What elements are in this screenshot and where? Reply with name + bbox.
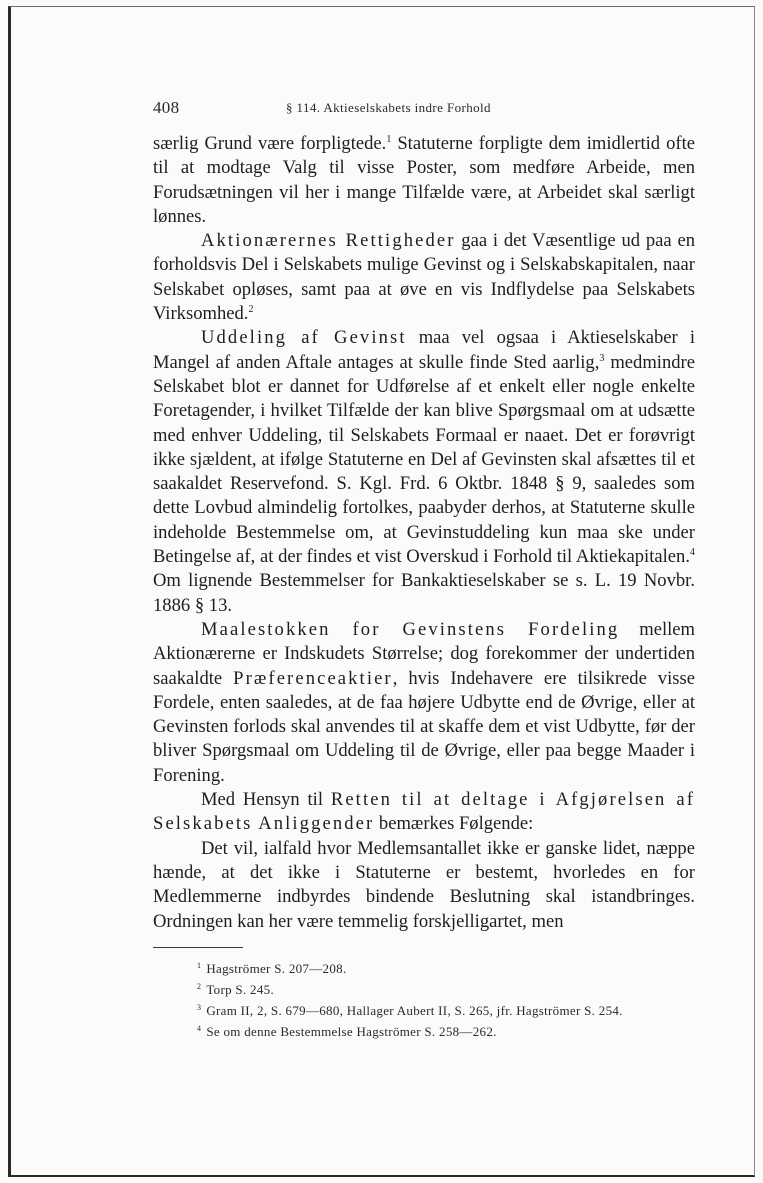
footnotes bbox=[153, 958, 695, 1042]
running-title: § 114. Aktieselskabets indre Forhold bbox=[286, 100, 491, 115]
paragraph bbox=[153, 132, 695, 229]
footnote-marker: 4 bbox=[197, 1024, 202, 1033]
paragraph bbox=[153, 618, 695, 788]
spaced-heading: Aktionærernes Rettigheder bbox=[201, 230, 456, 252]
footnote-ref: 4 bbox=[690, 547, 695, 559]
text-run: Med Hensyn til bbox=[201, 789, 331, 811]
footnote bbox=[153, 1000, 695, 1021]
text-run: medmindre Selskabet blot er dannet for Udførelse af et enkelt eller nogle enkelte Foretagender, i hvilket Tilfælde der kan blive Spørgsmaal om at udsætte med enhver Uddeling, til Selskabets Formaal er naaet. Det er forøvrigt ikke sjældent, at ifølge Statuterne en Del af Gevinsten skal afsættes til et saakaldet Reservefond. S. Kgl. Frd. 6 Oktbr. 1848 § 9, saaledes som dette Lovbud almindelig fortolkes, paabyder derhos, at Statuterne skulle indeholde Bestemmelse om, at Gevinstuddeling kun maa ske under Betingelse af, at der findes et vist Overskud i Forhold til Aktiekapitalen. bbox=[153, 351, 695, 568]
footnote bbox=[153, 1021, 695, 1042]
text-run: Statuterne forpligte dem imidlertid ofte til at modtage Valg til visse Poster, som medføre Arbeide, men Forudsætningen vil her i mange Tilfælde være, at Arbeidet skal særligt lønnes. bbox=[153, 133, 696, 227]
footnote-text: Gram II, 2, S. 679—680, Hallager Aubert II, S. 265, jfr. Hagströmer S. 254. bbox=[206, 1003, 623, 1018]
text-run: , hvis Indehavere ere tilsikrede visse Fordele, enten saaledes, at de faa højere Udbytte end de Øvrige, eller at Gevinsten forlods skal anvendes til at skaffe dem et vist Udbytte, før der bliver Spørgsmaal om Uddeling til de Øvrige, eller paa begge Maader i Forening. bbox=[153, 667, 695, 786]
text-run: mellem Aktionærerne er Indskudets Størrelse; dog forekommer der undertiden saakaldte bbox=[153, 618, 695, 689]
paragraph bbox=[153, 788, 695, 837]
text-run: bemærkes Følgende: bbox=[374, 813, 534, 835]
spaced-heading: Uddeling af Gevinst bbox=[201, 327, 407, 349]
spaced-heading: Maalestokken for Gevinstens Fordeling bbox=[201, 618, 620, 640]
footnote-marker: 2 bbox=[197, 982, 202, 991]
footnote-text: Torp S. 245. bbox=[206, 982, 275, 997]
footnote-ref: 1 bbox=[386, 134, 392, 145]
footnote-marker: 3 bbox=[197, 1003, 202, 1012]
paragraph bbox=[153, 326, 695, 618]
footnote bbox=[153, 979, 695, 1000]
text-run: særlig Grund være forpligtede. bbox=[153, 133, 387, 154]
spaced-heading: Retten til at deltage i Afgjørelsen af Selskabets Anliggender bbox=[153, 789, 695, 835]
footnote-ref: 3 bbox=[599, 352, 605, 364]
page-number: 408 bbox=[153, 98, 180, 117]
footnote bbox=[153, 958, 695, 979]
footnote-text: Se om denne Bestemmelse Hagströmer S. 258—262. bbox=[206, 1024, 497, 1039]
footnote-ref: 2 bbox=[248, 304, 254, 316]
footnote-marker: 1 bbox=[197, 961, 202, 970]
spaced-term: Præferenceaktier bbox=[233, 667, 393, 689]
paragraph bbox=[153, 837, 695, 934]
main-text bbox=[153, 132, 695, 934]
footnote-separator bbox=[153, 947, 243, 948]
paragraph bbox=[153, 229, 695, 326]
footnote-text: Hagströmer S. 207—208. bbox=[206, 961, 347, 976]
text-run: Det vil, ialfald hvor Medlemsantallet ikke er ganske lidet, næppe hænde, at det ikke i Statuterne er bestemt, hvorledes en for Medlemmerne indbyrdes bindende Beslutning skal istandbringes. Ordningen kan her være temmelig forskjelligartet, men bbox=[153, 837, 695, 932]
text-run: maa vel ogsaa i Aktieselskaber i Mangel af anden Aftale antages at skulle finde Sted aarlig, bbox=[153, 327, 695, 373]
text-run: gaa i det Væsentlige ud paa en forholdsvis Del i Selskabets mulige Gevinst og i Selskabskapitalen, naar Selskabet opløses, samt paa at øve en vis Indflydelse paa Selskabets Virksomhed. bbox=[153, 230, 695, 325]
text-run: Om lignende Bestemmelser for Bankaktieselskaber se s. L. 19 Novbr. 1886 § 13. bbox=[153, 570, 695, 616]
